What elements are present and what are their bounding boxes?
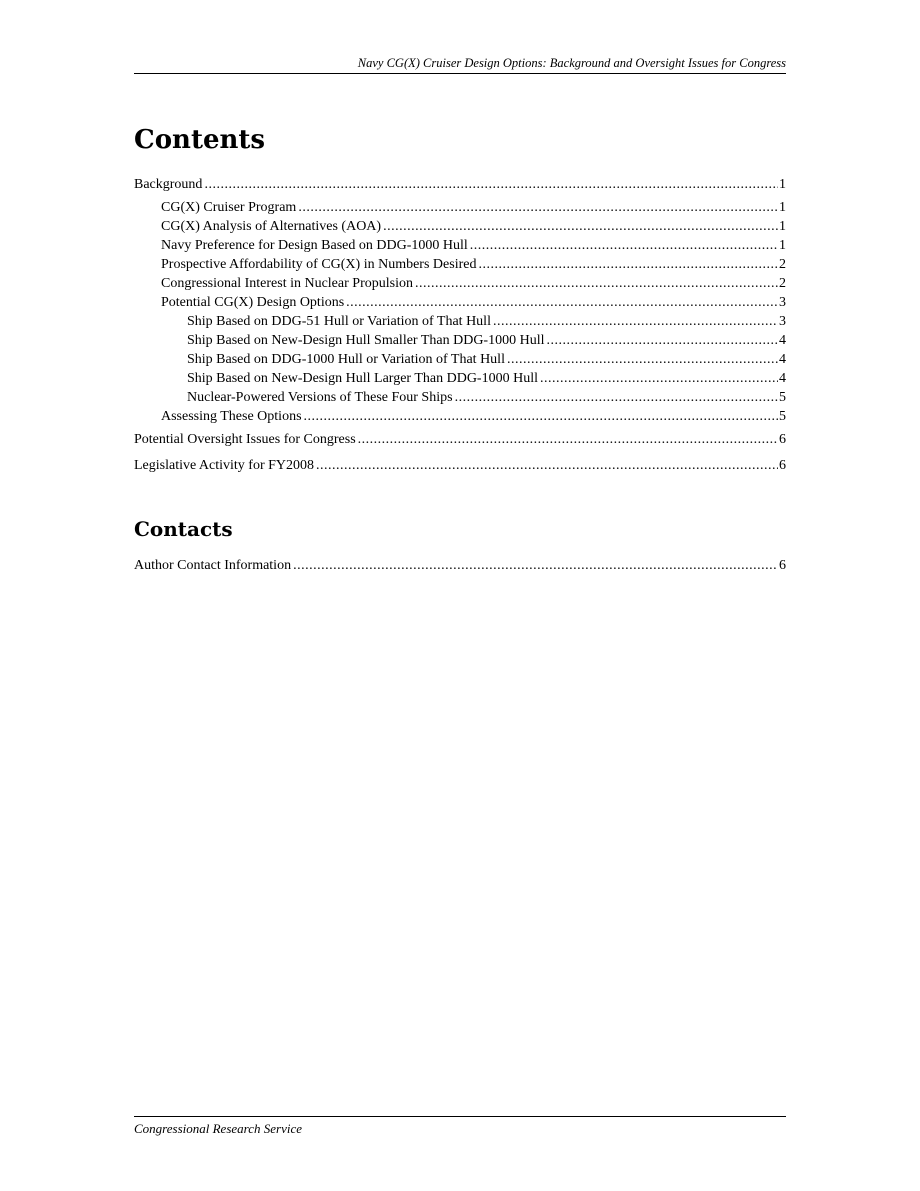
toc-entry-larger-hull[interactable] (134, 370, 786, 388)
toc-entry-congressional-interest[interactable] (134, 275, 786, 293)
toc-page-number: 4 (779, 371, 786, 386)
header-rule (134, 73, 786, 74)
toc-page-number: 3 (779, 314, 786, 329)
toc-page-number: 5 (779, 390, 786, 405)
toc-entry-cgx-cruiser-program[interactable] (134, 199, 786, 217)
toc-entry-label: Assessing These Options (161, 409, 302, 424)
toc-entry-label: Ship Based on New-Design Hull Larger Than DDG-1000 Hull (187, 371, 538, 386)
toc-entry-ddg1000-hull[interactable] (134, 351, 786, 369)
toc-entry-cgx-aoa[interactable] (134, 218, 786, 236)
toc-page-number: 1 (779, 177, 786, 192)
toc-page-number: 4 (779, 333, 786, 348)
toc-page-number: 1 (779, 238, 786, 253)
toc-entry-label: Ship Based on DDG-1000 Hull or Variation of That Hull (187, 352, 505, 367)
toc-entry-label: Congressional Interest in Nuclear Propulsion (161, 276, 413, 291)
toc-entry-navy-preference[interactable] (134, 237, 786, 255)
toc-page-number: 2 (779, 276, 786, 291)
toc-page-number: 2 (779, 257, 786, 272)
toc-entry-design-options[interactable] (134, 294, 786, 312)
toc-page-number: 6 (779, 458, 786, 473)
contents-title: Contents (134, 125, 266, 155)
toc-entry-nuclear-powered[interactable] (134, 389, 786, 407)
toc-entry-label: Potential CG(X) Design Options (161, 295, 345, 310)
toc-entry-label: Navy Preference for Design Based on DDG-1000 Hull (161, 238, 468, 253)
toc-entry-legislative-activity[interactable] (134, 457, 786, 475)
running-header: Navy CG(X) Cruiser Design Options: Background and Oversight Issues for Congress (357, 56, 786, 70)
toc-entry-assessing-options[interactable] (134, 408, 786, 426)
toc-entry-label: Background (134, 177, 203, 192)
toc-page-number: 6 (779, 558, 786, 573)
toc-entry-oversight-issues[interactable] (134, 431, 786, 449)
toc-entry-label: CG(X) Cruiser Program (161, 200, 297, 215)
toc-entry-background[interactable] (134, 176, 786, 194)
toc-entry-label: Ship Based on New-Design Hull Smaller Than DDG-1000 Hull (187, 333, 545, 348)
toc-entry-smaller-hull[interactable] (134, 332, 786, 350)
toc-page-number: 6 (779, 432, 786, 447)
toc-page-number: 1 (779, 200, 786, 215)
running-footer: Congressional Research Service (134, 1121, 302, 1136)
toc-page-number: 3 (779, 295, 786, 310)
toc-entry-label: CG(X) Analysis of Alternatives (AOA) (161, 219, 382, 234)
toc-entry-prospective-affordability[interactable] (134, 256, 786, 274)
toc-entry-label: Prospective Affordability of CG(X) in Numbers Desired (161, 257, 477, 272)
footer-rule (134, 1116, 786, 1117)
toc-page-number: 1 (779, 219, 786, 234)
toc-entry-ddg51-hull[interactable] (134, 313, 786, 331)
toc-page-number: 5 (779, 409, 786, 424)
toc-entry-label: Nuclear-Powered Versions of These Four Ships (187, 390, 453, 405)
contacts-title: Contacts (134, 517, 233, 541)
toc-entry-label: Legislative Activity for FY2008 (134, 458, 315, 473)
toc-entry-label: Author Contact Information (134, 558, 292, 573)
toc-entry-author-contact[interactable] (134, 557, 786, 575)
toc-entry-label: Ship Based on DDG-51 Hull or Variation of That Hull (187, 314, 491, 329)
toc-page-number: 4 (779, 352, 786, 367)
toc-entry-label: Potential Oversight Issues for Congress (134, 432, 356, 447)
